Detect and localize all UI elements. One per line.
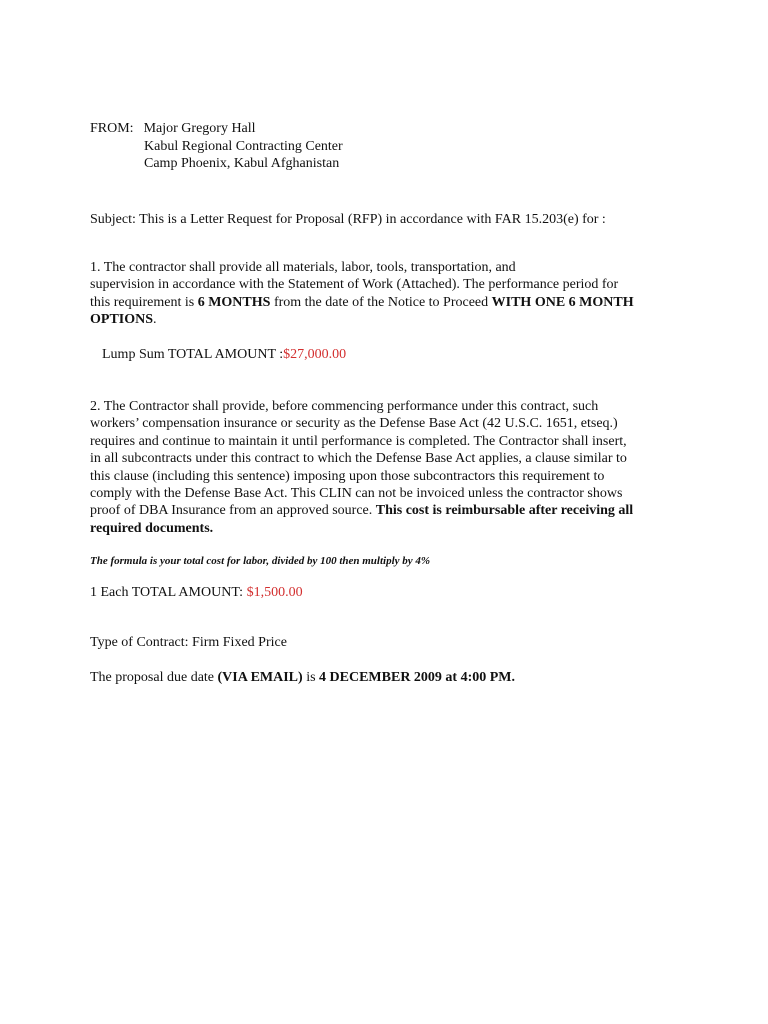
lump-sum-line	[102, 346, 346, 363]
via-email-bold: (VIA EMAIL)	[217, 670, 303, 685]
formula-note: The formula is your total cost for labor, divided by 100 then multiply by 4%	[90, 555, 431, 567]
due-date-line: The proposal due date (VIA EMAIL) is 4 DECEMBER 2009 at 4:00 PM.	[90, 670, 516, 685]
each-amount: $1,500.00	[246, 585, 303, 600]
para2-line2: workers’ compensation insurance or security as the Defense Base Act (42 U.S.C. 1651, etseq.)	[90, 416, 618, 431]
from-line	[90, 120, 256, 137]
option-bold: WITH ONE 6 MONTH	[491, 295, 634, 310]
from-name: Major Gregory Hall	[143, 121, 256, 136]
para2-line5: this clause (including this sentence) imposing upon those subcontractors this requirement to	[90, 469, 605, 484]
each-label: 1 Each TOTAL AMOUNT:	[90, 585, 247, 600]
para1-line2: supervision in accordance with the Statement of Work (Attached). The performance period for	[90, 277, 619, 292]
para2-line3: requires and continue to maintain it until performance is completed. The Contractor shall insert,	[90, 434, 627, 449]
para2-line7: proof of DBA Insurance from an approved source. This cost is reimbursable after receiving all	[90, 503, 634, 518]
subject-line: Subject: This is a Letter Request for Proposal (RFP) in accordance with FAR 15.203(e) for :	[90, 212, 606, 227]
para2-line8: required documents.	[90, 521, 214, 536]
reimbursable-bold: This cost is reimbursable after receiving all	[375, 503, 634, 518]
lump-sum-amount: $27,000.00	[283, 347, 347, 362]
due-date-bold: 4 DECEMBER 2009 at 4:00 PM.	[319, 670, 516, 685]
para2-line4: in all subcontracts under this contract to which the Defense Base Act applies, a clause similar to	[90, 451, 627, 466]
para1-line4: OPTIONS.	[90, 312, 157, 327]
from-label: FROM:	[90, 121, 134, 136]
lump-sum-label: Lump Sum TOTAL AMOUNT :	[102, 347, 284, 362]
from-org: Kabul Regional Contracting Center	[144, 139, 343, 154]
para1-line1: 1. The contractor shall provide all materials, labor, tools, transportation, and	[90, 260, 516, 275]
contract-type: Type of Contract: Firm Fixed Price	[90, 635, 287, 650]
para2-line6: comply with the Defense Base Act. This CLIN can not be invoiced unless the contractor shows	[90, 486, 623, 501]
period-bold: 6 MONTHS	[197, 295, 271, 310]
from-location: Camp Phoenix, Kabul Afghanistan	[144, 156, 340, 171]
para2-line1: 2. The Contractor shall provide, before commencing performance under this contract, such	[90, 399, 599, 414]
para1-line3: this requirement is 6 MONTHS from the date of the Notice to Proceed WITH ONE 6 MONTH	[90, 295, 634, 310]
each-line	[90, 584, 303, 601]
